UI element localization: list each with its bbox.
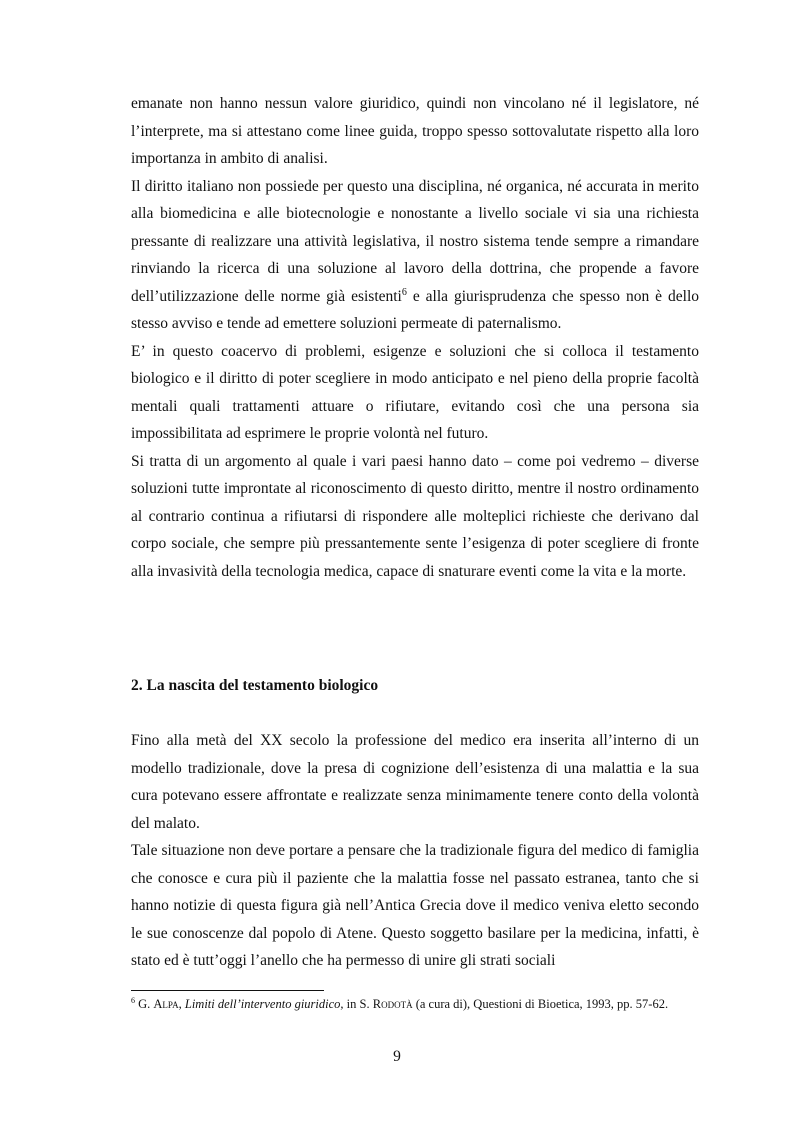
footnote-rest: (a cura di), Questioni di Bioetica, 1993, pp. 57-62. xyxy=(412,997,669,1011)
footnote-editor-surname: Rodotà xyxy=(372,997,413,1011)
page-number: 9 xyxy=(393,1048,401,1065)
paragraph-text: e alla giurisprudenza che spesso non è dello stesso avviso e tende ad emettere soluzioni permeate di paternalismo. xyxy=(131,287,699,332)
paragraph: Fino alla metà del XX secolo la professione del medico era inserita all’interno di un modello tradizionale, dove la presa di cognizione dell’esistenza di una malattia e la sua cura potevano essere affrontate e realizzate senza minimamente tenere conto della volontà del malato. xyxy=(131,732,699,832)
body-text-after-heading xyxy=(131,727,699,975)
footnote-author-initial: G. xyxy=(138,997,154,1011)
section-heading: 2. La nascita del testamento biologico xyxy=(131,677,379,694)
body-text-before-heading xyxy=(131,90,699,585)
paragraph: E’ in questo coacervo di problemi, esigenze e soluzioni che si colloca il testamento biologico e il diritto di poter scegliere in modo anticipato e nel pieno della proprie facoltà mentali quali trattamenti attuare o rifiutare, evitando così che una persona sia impossibilitata ad esprimere le proprie volontà nel futuro. xyxy=(131,342,699,442)
footnote-in-text: in S. xyxy=(343,997,373,1011)
paragraph-text: Il diritto italiano non possiede per questo una disciplina, né organica, né accurata in merito alla biomedicina e alle biotecnologie e nonostante a livello sociale vi sia una richiesta pressante di realizzare una attività legislativa, il nostro sistema tende sempre a rimandare rinviando la ricerca di una soluzione al lavoro della dottrina, che propende a favore dell’utilizzazione delle norme già esistenti xyxy=(131,177,699,305)
footnote-author-surname: Alpa xyxy=(153,997,179,1011)
paragraph: Tale situazione non deve portare a pensare che la tradizionale figura del medico di famiglia che conosce e cura più il paziente che la malattia fosse nel passato estranea, tanto che si hanno notizie di questa figura già nell’Antica Grecia dove il medico veniva eletto secondo le sue conoscenze dal popolo di Atene. Questo soggetto basilare per la medicina, infatti, è stato ed è tutt’oggi l’anello che ha permesso di unire gli strati sociali xyxy=(131,842,699,969)
paragraph xyxy=(131,173,699,338)
footnote-separator xyxy=(131,990,324,991)
paragraph: emanate non hanno nessun valore giuridico, quindi non vincolano né il legislatore, né l’interprete, ma si attestano come linee guida, troppo spesso sottovalutate rispetto alla loro importanza in ambito di analisi. xyxy=(131,95,699,167)
footnote-reference[interactable]: 6 xyxy=(401,286,407,298)
footnote: $^6$ G. Alpa, Limiti dell’intervento giuridico, in S. Rodotà (a cura di), Questioni di Bioetica, 1993, pp. 57-62. xyxy=(131,995,669,1011)
footnote-number: 6 xyxy=(131,995,135,1005)
footnote-title: Limiti dell’intervento giuridico, xyxy=(184,997,344,1011)
paragraph: Si tratta di un argomento al quale i vari paesi hanno dato – come poi vedremo – diverse soluzioni tutte improntate al riconoscimento di questo diritto, mentre il nostro ordinamento al contrario continua a rifiutarsi di rispondere alle molteplici richieste che derivano dal corpo sociale, che sempre più pressantemente sente l’esigenza di poter scegliere di fronte alla invasività della tecnologia medica, capace di snaturare eventi come la vita e la morte. xyxy=(131,452,699,580)
